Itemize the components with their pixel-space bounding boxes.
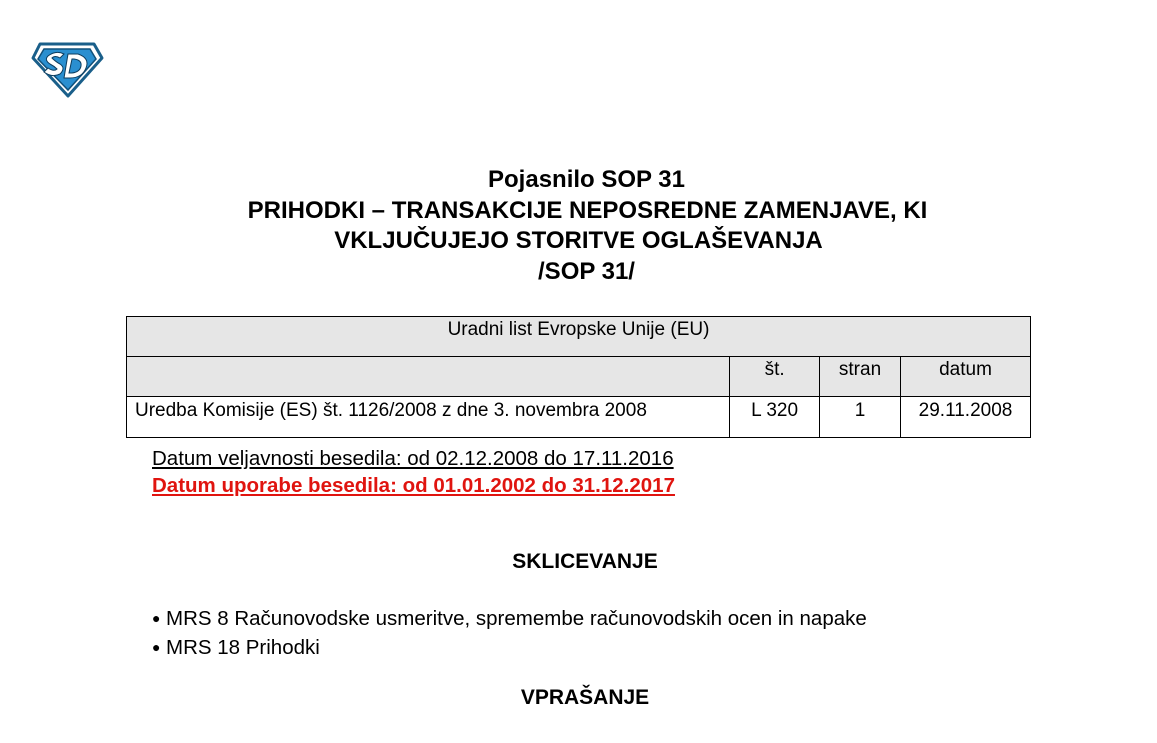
- title-line-1: Pojasnilo SOP 31: [488, 166, 685, 193]
- validity-info: [152, 445, 675, 499]
- table-row: [127, 397, 1031, 438]
- list-item: [152, 633, 867, 662]
- bullet-icon: ●: [152, 639, 161, 655]
- column-header-number: št.: [730, 357, 820, 397]
- title-line-3: VKLJUČUJEJO STORITVE OGLAŠEVANJA: [334, 227, 823, 254]
- reference-text: MRS 18 Prihodki: [166, 636, 320, 659]
- column-header-date: datum: [901, 357, 1031, 397]
- list-item: [152, 604, 867, 633]
- references-list: [152, 604, 867, 662]
- bullet-icon: ●: [152, 610, 161, 626]
- journal-header: Uradni list Evropske Unije (EU): [127, 317, 1031, 357]
- validity-period: Datum veljavnosti besedila: od 02.12.2008 do 17.11.2016: [152, 447, 674, 470]
- reference-text: MRS 8 Računovodske usmeritve, spremembe računovodskih ocen in napake: [166, 607, 867, 630]
- application-period: Datum uporabe besedila: od 01.01.2002 do 31.12.2017: [152, 474, 675, 497]
- cell-date: 29.11.2008: [901, 397, 1031, 438]
- title-line-2: PRIHODKI – TRANSAKCIJE NEPOSREDNE ZAMENJAVE, KI: [247, 196, 928, 224]
- question-heading: VPRAŠANJE: [520, 686, 650, 709]
- document-title: [0, 165, 1157, 287]
- cell-number: L 320: [730, 397, 820, 438]
- references-heading: SKLICEVANJE: [512, 550, 658, 573]
- column-header-document: [127, 357, 730, 397]
- cell-document: Uredba Komisije (ES) št. 1126/2008 z dne 3. novembra 2008: [127, 397, 730, 438]
- cell-page: 1: [820, 397, 901, 438]
- column-header-page: stran: [820, 357, 901, 397]
- sd-logo: [30, 40, 104, 100]
- title-line-4: /SOP 31/: [538, 257, 635, 285]
- official-journal-table: [126, 316, 1031, 438]
